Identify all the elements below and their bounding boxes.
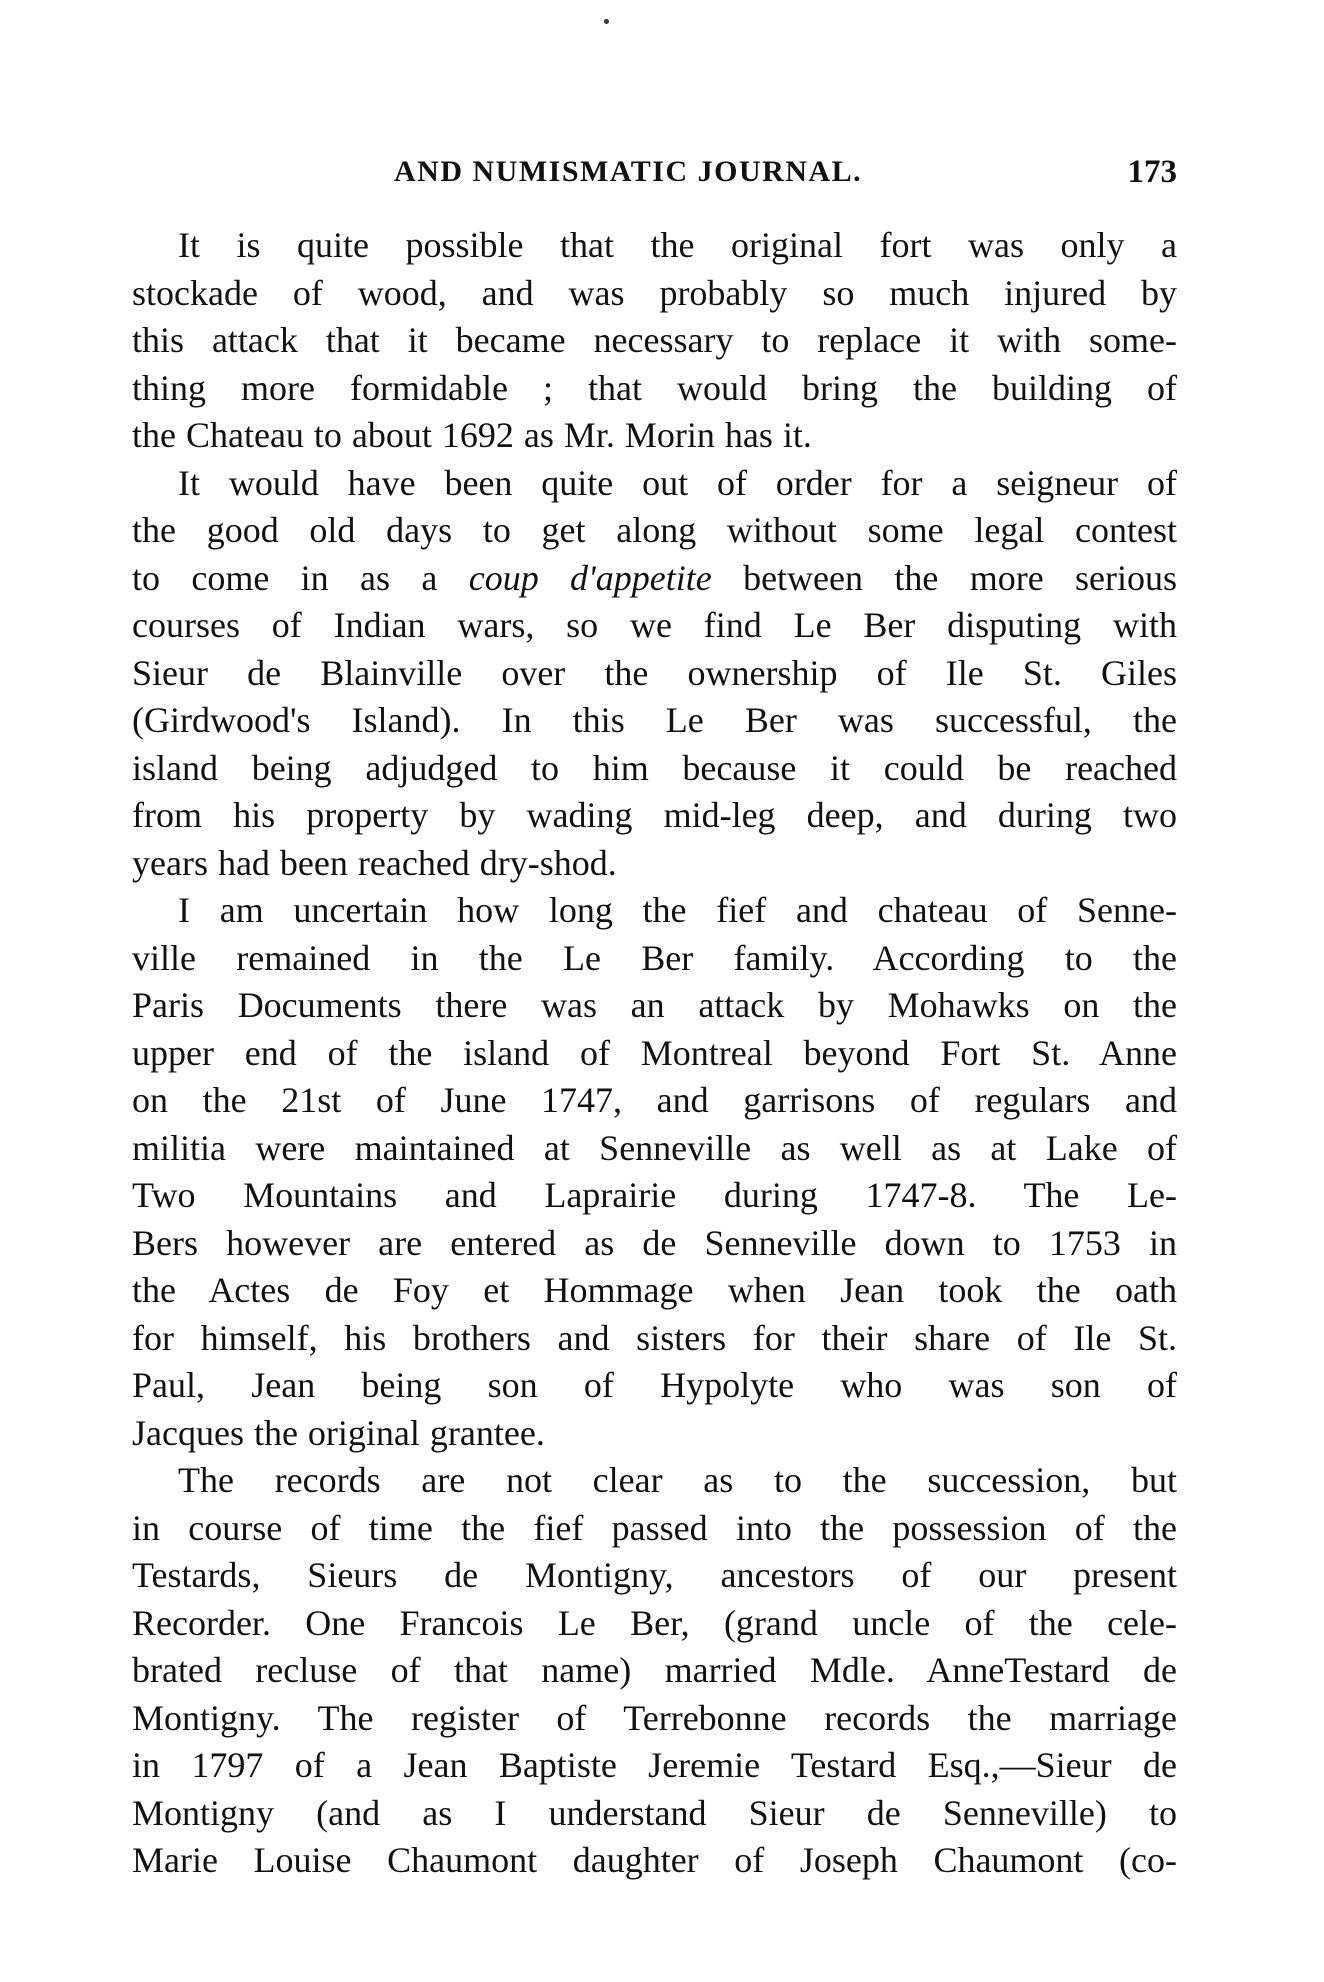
text-line: ville remained in the Le Ber family. According to the <box>132 937 1177 978</box>
text-line: the Actes de Foy et Hommage when Jean took the oath <box>132 1270 1177 1310</box>
text-line: for himself, his brothers and sisters for their share of Ile St. <box>132 1317 1177 1358</box>
paragraph-4 <box>132 1457 1177 1885</box>
text-line: brated recluse of that name) married Mdle. AnneTestard de <box>132 1650 1177 1690</box>
text-line: The records are not clear as to the succession, but <box>178 1460 1177 1500</box>
text-line: It would have been quite out of order for a seigneur of <box>178 462 1177 503</box>
text-line: militia were maintained at Senneville as well as at Lake of <box>132 1127 1177 1168</box>
print-speck <box>604 19 609 24</box>
text-line: from his property by wading mid-leg deep, and during two <box>132 795 1177 835</box>
italic-phrase: coup d'appetite <box>468 557 712 598</box>
text-line: I am uncertain how long the fief and chateau of Senne- <box>178 890 1177 930</box>
text-run: between the more serious <box>743 557 1178 598</box>
text-line: Marie Louise Chaumont daughter of Joseph Chaumont (co- <box>132 1840 1177 1880</box>
text-line: on the 21st of June 1747, and garrisons of regulars and <box>132 1080 1177 1120</box>
text-line: in course of time the fief passed into the possession of the <box>132 1507 1177 1548</box>
text-line: the good old days to get along without some legal contest <box>132 510 1177 550</box>
text-line: stockade of wood, and was probably so much injured by <box>132 272 1177 313</box>
text-line: It is quite possible that the original fort was only a <box>178 225 1177 265</box>
text-line: Montigny (and as I understand Sieur de Senneville) to <box>132 1792 1177 1833</box>
running-head <box>132 152 1177 192</box>
text-line: (Girdwood's Island). In this Le Ber was successful, the <box>132 700 1177 740</box>
text-line: in 1797 of a Jean Baptiste Jeremie Testard Esq.,—Sieur de <box>132 1745 1177 1785</box>
paragraph-2 <box>132 460 1177 888</box>
text-run: to come in as a <box>132 557 438 598</box>
text-line: this attack that it became necessary to replace it with some- <box>132 320 1177 360</box>
text-line: courses of Indian wars, so we find Le Ber disputing with <box>132 605 1177 645</box>
text-line: the Chateau to about 1692 as Mr. Morin has it. <box>132 415 812 455</box>
text-line: Jacques the original grantee. <box>132 1412 545 1453</box>
text-line-with-italic <box>132 555 1177 603</box>
paragraph-1 <box>132 222 1177 460</box>
page-number: 173 <box>1127 154 1177 190</box>
text-line: Paul, Jean being son of Hypolyte who was son of <box>132 1365 1177 1405</box>
text-line: years had been reached dry-shod. <box>132 842 617 883</box>
body-text <box>132 222 1177 1885</box>
text-line: Recorder. One Francois Le Ber, (grand uncle of the cele- <box>132 1602 1177 1643</box>
text-line: Montigny. The register of Terrebonne records the marriage <box>132 1697 1177 1738</box>
text-line: Paris Documents there was an attack by Mohawks on the <box>132 985 1177 1025</box>
running-title: AND NUMISMATIC JOURNAL. <box>394 155 863 188</box>
text-line: Bers however are entered as de Senneville down to 1753 in <box>132 1222 1177 1263</box>
text-line: thing more formidable ; that would bring the building of <box>132 367 1177 408</box>
text-line: upper end of the island of Montreal beyond Fort St. Anne <box>132 1032 1177 1073</box>
text-line: island being adjudged to him because it could be reached <box>132 747 1177 788</box>
text-line: Sieur de Blainville over the ownership of Ile St. Giles <box>132 652 1177 693</box>
paragraph-3 <box>132 887 1177 1457</box>
text-line: Two Mountains and Laprairie during 1747-8. The Le- <box>132 1175 1177 1215</box>
text-line: Testards, Sieurs de Montigny, ancestors of our present <box>132 1555 1177 1595</box>
